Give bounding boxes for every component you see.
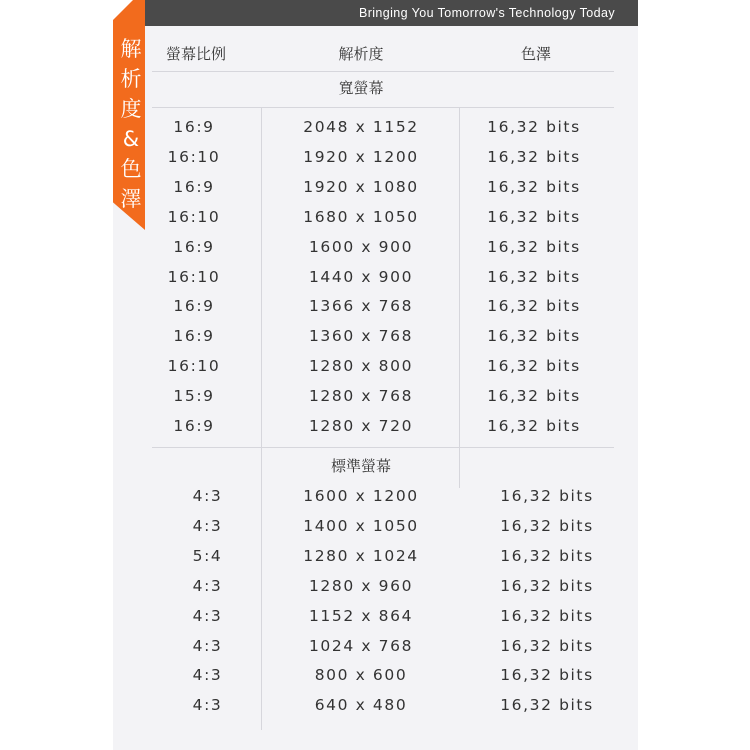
color-depth-cell: 16,32 bits <box>487 147 581 166</box>
color-depth-cell: 16,32 bits <box>500 696 594 715</box>
resolution-cell: 1152 x 864 <box>308 606 414 625</box>
aspect-ratio-cell: 16:9 <box>173 327 215 346</box>
header-resolution: 解析度 <box>338 45 384 63</box>
aspect-ratio-cell: 4:3 <box>192 636 223 655</box>
aspect-ratio-cell: 16:9 <box>173 297 215 316</box>
resolution-cell: 1600 x 1200 <box>303 487 419 505</box>
aspect-ratio-cell: 4:3 <box>192 576 223 595</box>
color-depth-cell: 16,32 bits <box>487 177 581 196</box>
color-depth-cell: 16,32 bits <box>500 546 594 565</box>
column-divider <box>459 107 460 447</box>
aspect-ratio-cell: 16:10 <box>167 147 221 166</box>
color-depth-cell: 16,32 bits <box>500 666 594 685</box>
section-rule <box>152 107 614 108</box>
aspect-ratio-cell: 5:4 <box>192 546 223 565</box>
resolution-cell: 1360 x 768 <box>308 327 414 346</box>
resolution-cell: 1024 x 768 <box>308 636 414 655</box>
aspect-ratio-cell: 16:10 <box>167 267 221 286</box>
resolution-cell: 1680 x 1050 <box>303 207 419 226</box>
resolution-cell: 1280 x 720 <box>308 417 414 435</box>
section-separator <box>152 447 614 448</box>
aspect-ratio-cell: 16:9 <box>173 237 215 256</box>
resolution-cell: 1400 x 1050 <box>303 516 419 535</box>
section-title: 標準螢幕 <box>330 457 391 475</box>
resolution-cell: 1280 x 768 <box>308 387 414 406</box>
resolution-cell: 1280 x 960 <box>308 576 414 595</box>
side-title: 解析度&色澤 <box>120 37 142 211</box>
header-color-depth: 色澤 <box>520 45 551 63</box>
aspect-ratio-cell: 4:3 <box>192 487 223 505</box>
aspect-ratio-cell: 16:9 <box>173 118 215 136</box>
resolution-cell: 1920 x 1080 <box>303 177 419 196</box>
tagline-text: Bringing You Tomorrow's Technology Today <box>358 6 615 20</box>
color-depth-cell: 16,32 bits <box>487 297 581 316</box>
color-depth-cell: 16,32 bits <box>500 516 594 535</box>
resolution-cell: 1280 x 800 <box>308 357 414 376</box>
color-depth-cell: 16,32 bits <box>487 207 581 226</box>
resolution-cell: 2048 x 1152 <box>303 118 419 136</box>
aspect-ratio-cell: 4:3 <box>192 666 223 685</box>
color-depth-cell: 16,32 bits <box>500 576 594 595</box>
resolution-cell: 640 x 480 <box>314 696 408 715</box>
aspect-ratio-cell: 16:10 <box>167 207 221 226</box>
aspect-ratio-cell: 4:3 <box>192 516 223 535</box>
resolution-cell: 1366 x 768 <box>308 297 414 316</box>
color-depth-cell: 16,32 bits <box>487 387 581 406</box>
color-depth-cell: 16,32 bits <box>487 357 581 376</box>
color-depth-cell: 16,32 bits <box>487 267 581 286</box>
resolution-cell: 1600 x 900 <box>308 237 414 256</box>
color-depth-cell: 16,32 bits <box>487 327 581 346</box>
aspect-ratio-cell: 4:3 <box>192 606 223 625</box>
resolution-cell: 1920 x 1200 <box>303 147 419 166</box>
header-rule <box>152 71 614 72</box>
aspect-ratio-cell: 4:3 <box>192 696 223 715</box>
tagline-bar <box>145 0 638 26</box>
aspect-ratio-cell: 15:9 <box>173 387 215 406</box>
header-aspect-ratio: 螢幕比例 <box>165 45 226 63</box>
color-depth-cell: 16,32 bits <box>500 636 594 655</box>
color-depth-cell: 16,32 bits <box>500 487 594 505</box>
aspect-ratio-cell: 16:9 <box>173 177 215 196</box>
section-title: 寬螢幕 <box>338 79 384 97</box>
color-depth-cell: 16,32 bits <box>487 417 581 435</box>
resolution-cell: 800 x 600 <box>314 666 408 685</box>
column-divider <box>261 107 262 447</box>
aspect-ratio-cell: 16:9 <box>173 417 215 435</box>
resolution-cell: 1440 x 900 <box>308 267 414 286</box>
resolution-cell: 1280 x 1024 <box>303 546 419 565</box>
color-depth-cell: 16,32 bits <box>487 237 581 256</box>
column-divider <box>261 448 262 730</box>
color-depth-cell: 16,32 bits <box>487 118 581 136</box>
color-depth-cell: 16,32 bits <box>500 606 594 625</box>
aspect-ratio-cell: 16:10 <box>167 357 221 376</box>
column-divider <box>459 448 460 488</box>
